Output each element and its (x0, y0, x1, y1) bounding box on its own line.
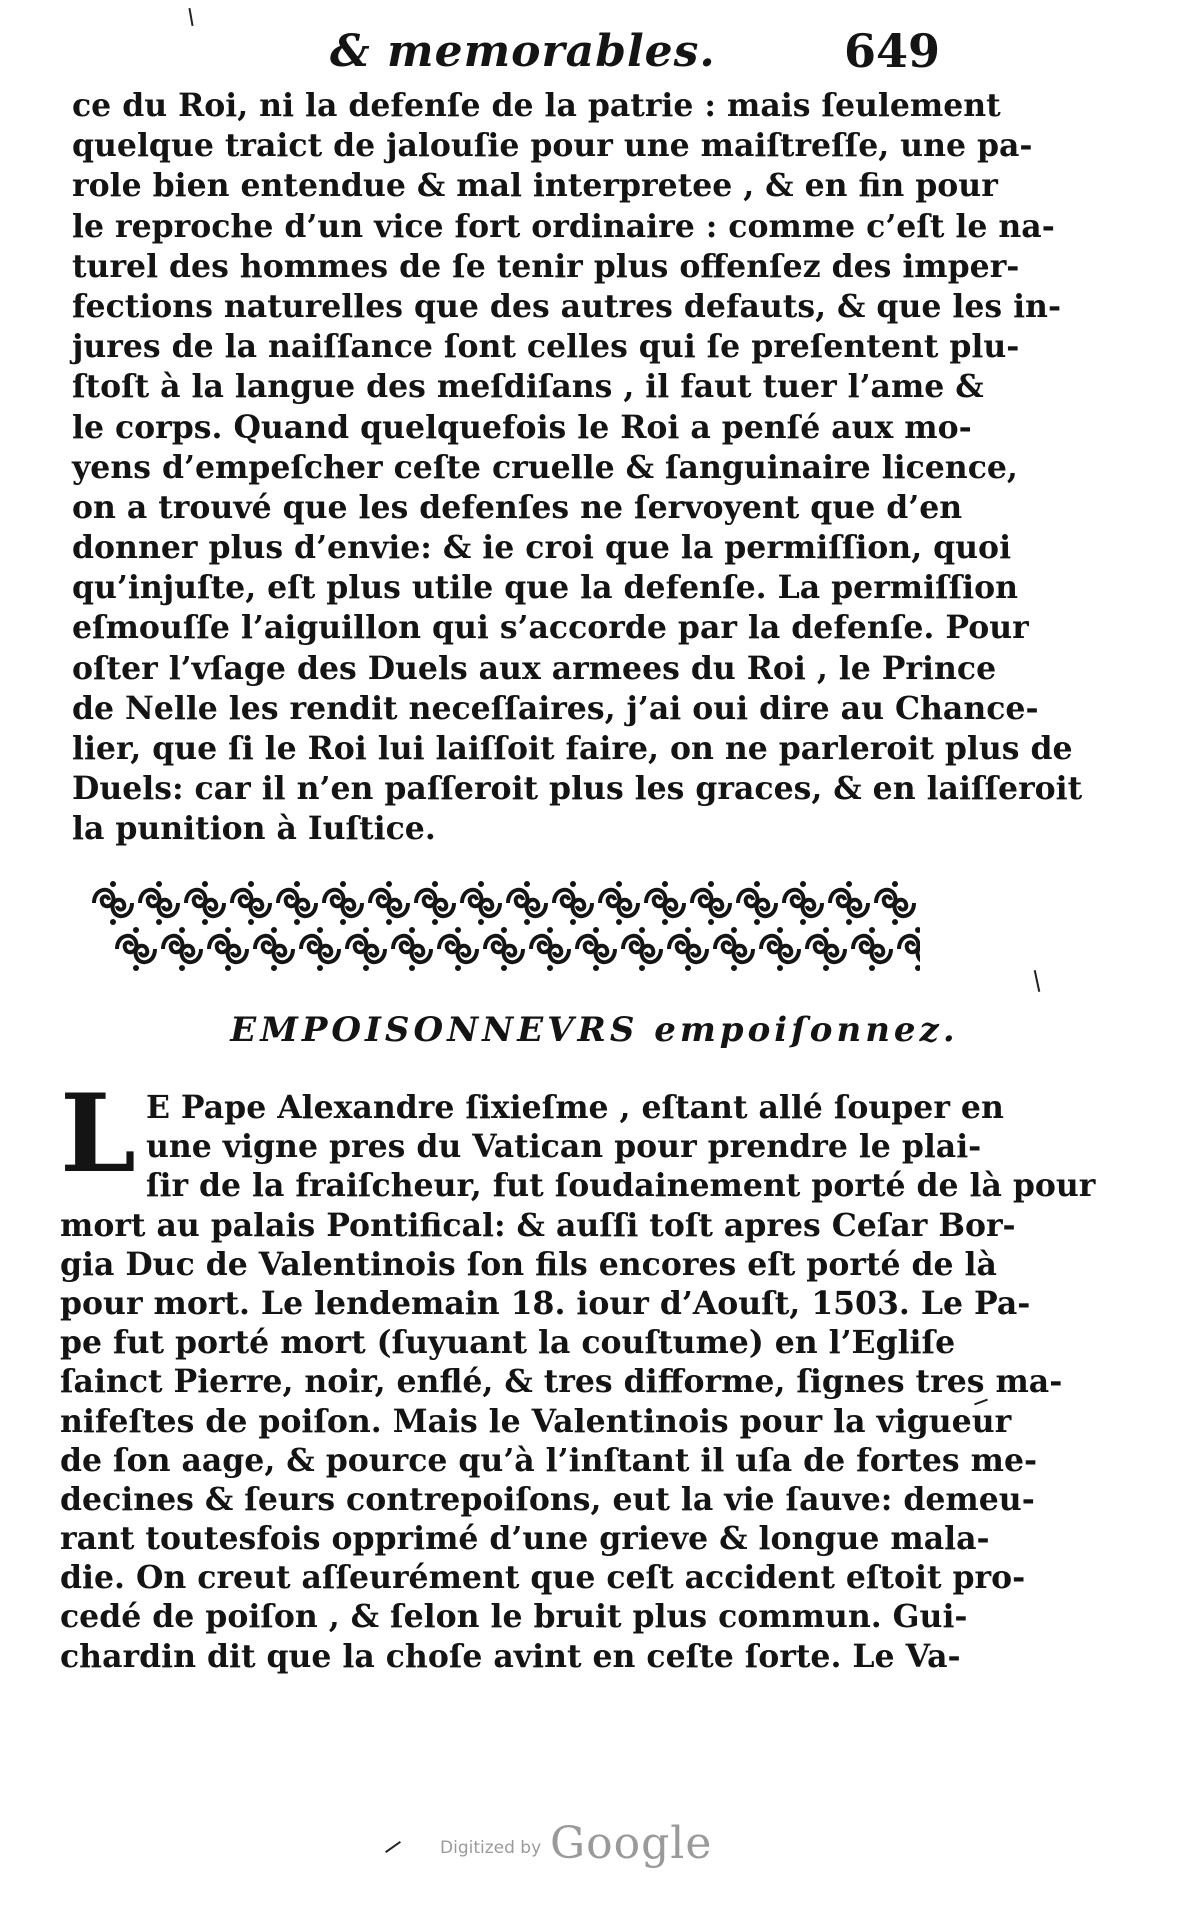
text-line: ce du Roi, ni la defenſe de la patrie : mais ſeulement (72, 87, 1001, 124)
text-line: mort au palais Pontifical: & auſſi toſt apres Ceſar Bor- (60, 1206, 1016, 1244)
text-line: die. On creut aſſeurément que ceſt accident eſtoit pro- (60, 1559, 1026, 1597)
margin-mark (385, 1841, 401, 1853)
text-line: qu’injuſte, eſt plus utile que la defenſe. La permiſſion (72, 569, 1019, 607)
text-line: chardin dit que la choſe avint en ceſte ſorte. Le Va- (60, 1637, 961, 1675)
text-line: rant toutesfois opprimé d’une grieve & longue mala- (60, 1520, 990, 1558)
margin-mark (1034, 970, 1041, 992)
digitized-label: Digitized by (440, 1838, 542, 1858)
text-line: ſainct Pierre, noir, enflé, & tres difforme, ſignes tres ma- (60, 1363, 1063, 1401)
text-line: fections naturelles que des autres defauts, & que les in- (72, 287, 1062, 325)
page-number: 649 (843, 24, 940, 78)
paragraph-poisoners (60, 1071, 1096, 1676)
text-line: yens d’empeſcher ceſte cruelle & ſanguinaire licence, (72, 448, 1018, 486)
text-line: la punition à Iuſtice. (72, 810, 436, 848)
text-line: quelque traict de jalouſie pour une maiſtreſſe, une pa- (72, 127, 1033, 165)
running-head: & memorables. (330, 26, 716, 77)
section-title: EMPOISONNEVRS empoiſonnez. (230, 1010, 959, 1050)
google-logo: Google (550, 1818, 713, 1869)
digitized-watermark (440, 1818, 740, 1868)
text-line: nifeſtes de poiſon. Mais le Valentinois pour la vigueur (60, 1402, 1012, 1440)
text-line: ſtoſt à la langue des meſdiſans , il faut tuer l’ame & (72, 368, 984, 406)
text-line: Duels: car il n’en paſſeroit plus les graces, & en laiſſeroit (72, 770, 1083, 808)
margin-mark (188, 8, 193, 26)
text-line: donner plus d’envie: & ie croi que la permiſſion, quoi (72, 529, 1012, 567)
text-line: cedé de poiſon , & ſelon le bruit plus commun. Gui- (60, 1598, 968, 1636)
text-line: turel des hommes de ſe tenir plus offenſez des imper- (72, 247, 1020, 285)
ornamental-band (90, 880, 920, 972)
text-line: ſir de la fraiſcheur, fut ſoudainement porté de là pour (145, 1167, 1096, 1205)
text-line: une vigne pres du Vatican pour prendre le plai- (145, 1128, 982, 1166)
text-line: de Nelle les rendit neceſſaires, j’ai oui dire au Chance- (72, 689, 1039, 727)
text-line: lier, que ſi le Roi lui laiſſoit faire, on ne parleroit plus de (72, 730, 1073, 767)
text-line: pe fut porté mort (ſuyuant la couſtume) en l’Egliſe (60, 1324, 956, 1362)
page-header (300, 18, 940, 88)
text-line: oſter l’vſage des Duels aux armees du Roi , le Prince (72, 649, 997, 687)
text-line: role bien entendue & mal interpretee , & en fin pour (72, 167, 998, 205)
text-line: pour mort. Le lendemain 18. iour d’Aouſt, 1503. Le Pa- (60, 1284, 1031, 1322)
text-line: jures de la naiſſance ſont celles qui ſe preſentent plu- (72, 328, 1020, 366)
text-line: decines & ſeurs contrepoiſons, eut la vie ſauve: demeu- (60, 1480, 1035, 1518)
drop-cap: L (60, 1071, 136, 1197)
text-line: le corps. Quand quelquefois le Roi a penſé aux mo- (72, 408, 972, 446)
text-line: on a trouvé que les defenſes ne ſervoyent que d’en (72, 488, 963, 526)
text-line: de ſon aage, & pource qu’à l’inſtant il uſa de fortes me- (60, 1441, 1038, 1479)
text-line: eſmouſſe l’aiguillon qui s’accorde par la defenſe. Pour (72, 609, 1029, 647)
paragraph-duels (72, 86, 1083, 850)
text-line: le reproche d’un vice fort ordinaire : comme c’eſt le na- (72, 207, 1055, 245)
text-line: gia Duc de Valentinois ſon fils encores eſt porté de là (60, 1245, 997, 1283)
text-line: E Pape Alexandre ſixieſme , eſtant allé ſouper en (145, 1089, 1004, 1126)
